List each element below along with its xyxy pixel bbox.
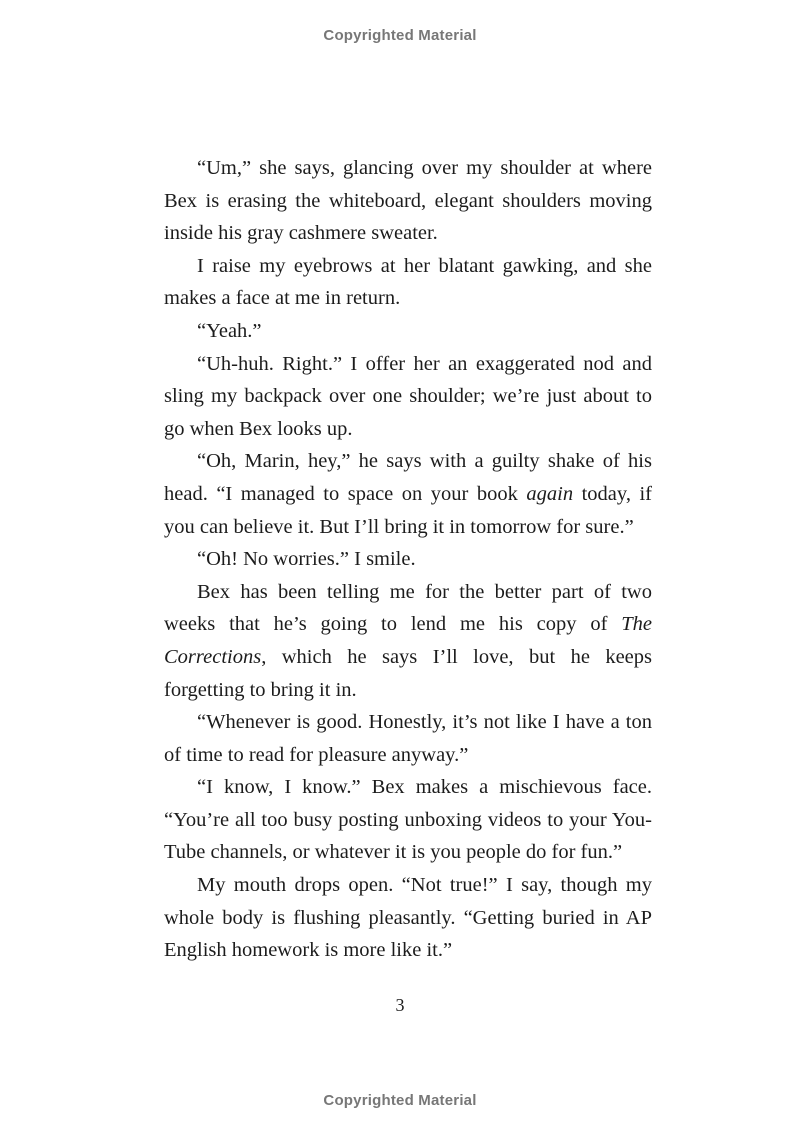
paragraph [164, 445, 652, 543]
text-run: “I know, I know.” Bex makes a mischievous face. “You’re all too busy posting unboxing videos to your You- [164, 776, 652, 831]
paragraph [164, 771, 652, 869]
paragraph: “Um,” she says, glancing over my shoulder at where Bex is erasing the whiteboard, elegant shoulders moving inside his gray cashmere sweater. [164, 157, 652, 245]
text-run: , which he says I’ll love, but he keeps forgetting to bring it in. [164, 645, 652, 701]
paragraph: I raise my eyebrows at her blatant gawking, and she makes a face at me in return. [164, 254, 652, 310]
paragraph [164, 576, 652, 706]
paragraph: “Yeah.” [197, 319, 262, 342]
paragraph: “Uh-huh. Right.” I offer her an exaggerated nod and sling my backpack over one shoulder; we’re just about to go when Bex looks up. [164, 352, 652, 440]
italic-text: again [526, 482, 574, 505]
text-run: “Oh, Marin, hey,” he says with a guilty shake of his head. “I managed to space on your book [164, 450, 652, 505]
body-text [164, 152, 652, 967]
italic-text: The Corrections [164, 613, 652, 668]
watermark-top: Copyrighted Material [323, 27, 477, 44]
paragraph: “Oh! No worries.” I smile. [197, 548, 416, 571]
text-run: Bex has been telling me for the better part of two weeks that he’s going to lend me his copy of [164, 580, 652, 636]
text-run: today, if you can believe it. But I’ll bring it in tomorrow for sure.” [164, 482, 652, 538]
text-run: Tube channels, or whatever it is you people do for fun.” [164, 841, 623, 864]
paragraph: My mouth drops open. “Not true!” I say, though my whole body is flushing pleasantly. “Getting buried in AP English homework is more like it.” [164, 874, 652, 962]
paragraph: “Whenever is good. Honestly, it’s not like I have a ton of time to read for pleasure anyway.” [164, 711, 652, 766]
page-number: 3 [395, 995, 405, 1015]
watermark-bottom: Copyrighted Material [323, 1092, 477, 1109]
